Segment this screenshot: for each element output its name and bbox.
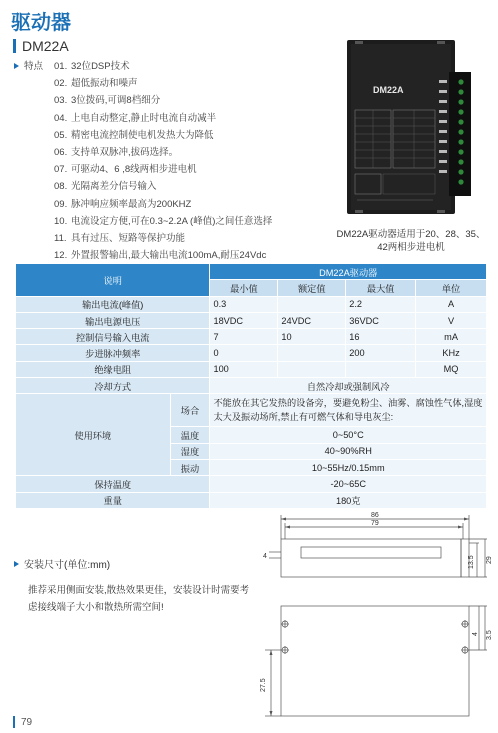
table-header-row bbox=[16, 264, 487, 280]
spec-table bbox=[15, 263, 487, 509]
feature-item: 10. 电流设定方便,可在0.3~2.2A (峰值)之间任意选择 bbox=[54, 215, 273, 227]
dim-bot-left: 27.5 bbox=[260, 678, 267, 692]
table-row: 冷却方式 自然冷却或强制风冷 bbox=[16, 378, 487, 394]
table-row: 绝缘电阻 100 MQ bbox=[16, 361, 487, 377]
table-row: 控制信号输入电流 7 10 16 mA bbox=[16, 329, 487, 345]
driver-product-image bbox=[345, 38, 475, 216]
table-row: 温度 0~50°C bbox=[16, 427, 487, 443]
table-subheader-row: 最小值 额定值 最大值 单位 bbox=[16, 280, 487, 296]
dim-top-right-b: 29 bbox=[486, 556, 493, 564]
product-label: DM22A bbox=[373, 85, 404, 95]
triangle-bullet-icon bbox=[14, 63, 19, 69]
table-row: 输出电源电压 18VDC 24VDC 36VDC V bbox=[16, 312, 487, 328]
feature-item: 11. 具有过压、短路等保护功能 bbox=[54, 233, 186, 245]
feature-item: 12. 外置报警输出,最大输出电流100mA,耐压24Vdc bbox=[54, 250, 267, 262]
dim-top-right-a: 13.5 bbox=[468, 555, 475, 569]
feature-item: 02. 超低振动和噪声 bbox=[54, 78, 138, 90]
features-list bbox=[54, 58, 272, 264]
header-desc: 说明 bbox=[16, 264, 210, 297]
features-section bbox=[14, 58, 272, 264]
page-title: 驱动器 bbox=[11, 12, 71, 34]
page-footer bbox=[13, 716, 32, 728]
feature-item: 09. 脉冲响应频率最高为200KHZ bbox=[54, 198, 192, 210]
table-row: 使用环境 场合 不能放在其它发热的设备旁，要避免粉尘、油雾、腐蚀性气体,湿度太大及振动场所,禁止有可燃气体和导电灰尘: bbox=[16, 394, 487, 427]
dim-bot-right-a: 4 bbox=[472, 632, 479, 636]
feature-item: 07. 可驱动4、6 ,8线两相步进电机 bbox=[54, 164, 197, 176]
table-row: 重量 180克 bbox=[16, 492, 487, 508]
feature-item: 05. 精密电流控制使电机发热大为降低 bbox=[54, 129, 214, 141]
dim-top-left: 4 bbox=[263, 553, 267, 560]
model-name: DM22A bbox=[22, 38, 69, 54]
install-label: 安装尺寸(单位:mm) bbox=[24, 560, 111, 571]
table-row: 步进脉冲频率 0 200 KHz bbox=[16, 345, 487, 361]
product-caption: DM22A驱动器适用于20、28、35、 42两相步进电机 bbox=[336, 229, 486, 253]
page-number: 79 bbox=[21, 716, 33, 728]
heading-bar bbox=[13, 39, 16, 53]
side-dimension-drawing bbox=[257, 604, 493, 719]
features-label: 特点 bbox=[24, 61, 44, 72]
feature-item: 03. 3位拨码,可调8档细分 bbox=[54, 95, 161, 107]
dim-bot-right-b: 3.5 bbox=[486, 630, 493, 640]
feature-item: 01. 32位DSP技术 bbox=[54, 61, 130, 72]
table-row: 输出电流(峰值) 0.3 2.2 A bbox=[16, 296, 487, 312]
install-note: 推荐采用侧面安装,散热效果更佳，安装设计时需要考虑接线端子大小和散热所需空间! bbox=[28, 585, 250, 613]
table-row: 振动 10~55Hz/0.15mm bbox=[16, 459, 487, 475]
feature-item: 08. 光隔离差分信号输入 bbox=[54, 181, 157, 193]
triangle-bullet-icon bbox=[14, 561, 19, 567]
env-label: 使用环境 bbox=[16, 394, 171, 476]
model-heading bbox=[13, 38, 69, 54]
dim-top-inner: 79 bbox=[371, 520, 379, 527]
dim-top-outer: 86 bbox=[371, 512, 379, 519]
feature-item: 06. 支持单双脉冲,拔码选择。 bbox=[54, 147, 179, 159]
footer-bar bbox=[13, 716, 15, 728]
table-row: 保持温度 -20~65C bbox=[16, 476, 487, 492]
header-model: DM22A驱动器 bbox=[210, 264, 487, 280]
feature-item: 04. 上电自动整定,静止时电流自动减半 bbox=[54, 112, 217, 124]
table-row: 湿度 40~90%RH bbox=[16, 443, 487, 459]
install-heading bbox=[14, 556, 110, 571]
top-dimension-drawing bbox=[257, 509, 493, 581]
